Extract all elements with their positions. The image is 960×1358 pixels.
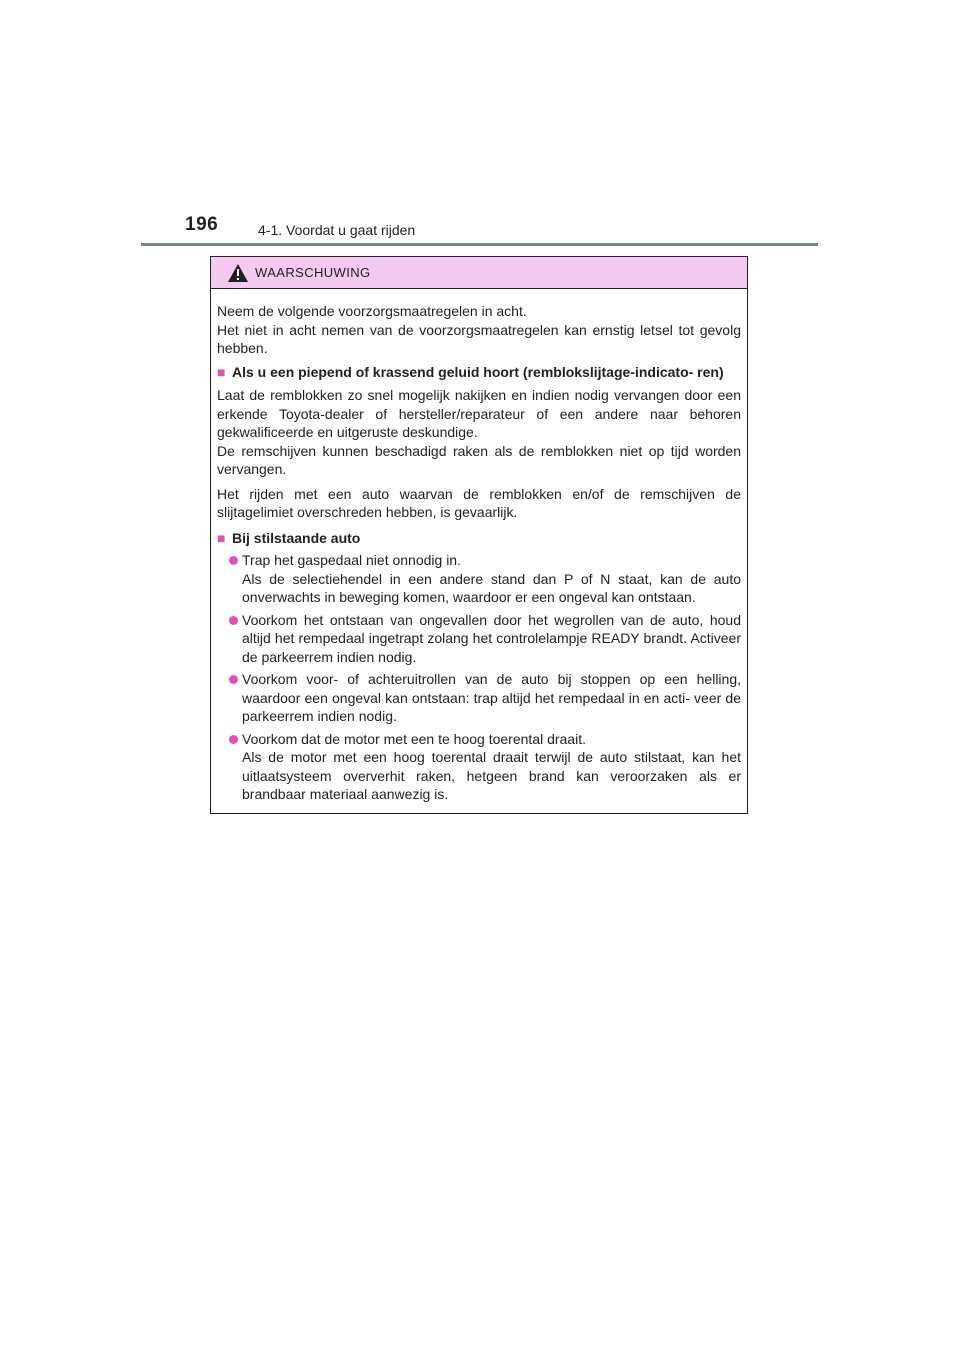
section-heading xyxy=(217,363,741,382)
list-item-line: Trap het gaspedaal niet onnodig in. xyxy=(242,552,461,568)
list-item-line: Als de motor met een hoog toerental draait terwijl de auto stilstaat, kan het uitlaatsysteem oververhit raken, hetgeen brand kan veroorzaken als er brandbaar materiaal aanwezig is. xyxy=(242,749,741,802)
paragraph: De remschijven kunnen beschadigd raken als de remblokken niet op tijd worden vervangen. xyxy=(217,442,741,477)
header-rule xyxy=(141,243,818,246)
list-item-text xyxy=(242,730,741,804)
circle-bullet-icon xyxy=(229,735,238,744)
warning-triangle-icon xyxy=(227,263,249,283)
square-bullet-icon: ■ xyxy=(217,363,226,380)
list-item-text: Voorkom het ontstaan van ongevallen door het wegrollen van de auto, houd altijd het rempedaal ingetrapt zolang het controlelampje READY brandt. Activeer de parkeerrem indien nodig. xyxy=(242,611,741,665)
list-item-text: Voorkom voor- of achteruitrollen van de auto bij stoppen op een helling, waardoor een ongeval kan ontstaan: trap altijd het rempedaal in en acti- veer de parkeerrem indien nodig. xyxy=(242,671,741,724)
list-item-line: Als de selectiehendel in een andere stand dan P of N staat, kan de auto onverwachts in beweging komen, waardoor er een ongeval kan ontstaan. xyxy=(242,570,741,605)
list-item xyxy=(229,670,741,726)
intro-line: Neem de volgende voorzorgsmaatregelen in acht. xyxy=(217,303,527,319)
circle-bullet-icon xyxy=(229,616,238,625)
warning-body xyxy=(211,289,747,804)
page-number: 196 xyxy=(185,214,219,235)
section-heading xyxy=(217,529,741,548)
square-bullet-icon: ■ xyxy=(217,529,226,546)
list-item-text xyxy=(242,551,741,607)
warning-label: WAARSCHUWING xyxy=(255,265,371,280)
warning-box xyxy=(210,256,748,814)
section-title: 4-1. Voordat u gaat rijden xyxy=(258,222,416,238)
warning-header xyxy=(211,257,747,289)
list-item xyxy=(229,551,741,607)
section-heading-text: Bij stilstaande auto xyxy=(232,529,361,546)
list-item-line: Voorkom dat de motor met een te hoog toerental draait. xyxy=(242,730,586,747)
paragraph: Laat de remblokken zo snel mogelijk nakijken en indien nodig vervangen door een erkende Toyota-dealer of hersteller/reparateur of een andere naar behoren gekwalificeerde en uitgeruste deskundige. xyxy=(217,387,741,440)
circle-bullet-icon xyxy=(229,556,238,565)
paragraph: Het rijden met een auto waarvan de remblokken en/of de remschijven de slijtagelimiet overschreden hebben, is gevaarlijk. xyxy=(217,485,741,520)
intro-line: Het niet in acht nemen van de voorzorgsmaatregelen kan ernstig letsel tot gevolg hebben. xyxy=(217,321,741,356)
circle-bullet-icon xyxy=(229,675,238,684)
list-item xyxy=(229,611,741,667)
section-heading-text: Als u een piepend of krassend geluid hoort (remblokslijtage-indicato- ren) xyxy=(232,363,724,380)
list-item xyxy=(229,730,741,804)
